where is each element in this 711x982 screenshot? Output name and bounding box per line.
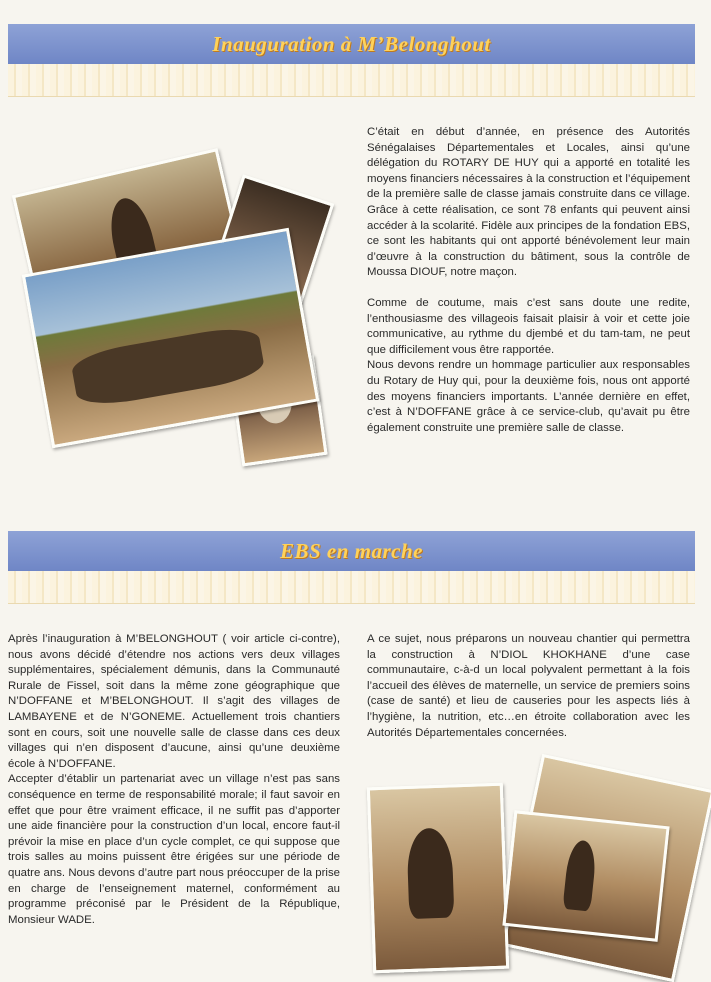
section2-left-text bbox=[8, 632, 340, 928]
collage-photo-construction bbox=[502, 810, 669, 942]
section1-text bbox=[367, 125, 690, 436]
decorative-wave-strip bbox=[8, 64, 695, 97]
section1-title-bar bbox=[8, 24, 695, 64]
section1-banner bbox=[8, 24, 695, 96]
section2-right-text bbox=[367, 632, 690, 741]
worker-figure bbox=[562, 839, 597, 912]
crowd bbox=[70, 323, 267, 410]
worker-figure bbox=[406, 828, 454, 920]
section2-left-paragraph-1: Après l’inauguration à M’BELONGHOUT ( voir article ci-contre), nous avons décidé d’étendre nos actions vers deux villages supplémentaires, spécialement démunis, dans la Communauté Rurale de Fissel, soit dans la même zone géographique que N’DOFFANE et M’BELONGHOUT. Il s’agit des villages de LAMBAYENE et de N’GONEME. Actuellement trois chantiers sont en cours, soit une nouvelle salle de classe dans ces deux villages qui n’en disposent d’aucune, ainsi qu’une deuxième école à N’DOFFANE. bbox=[8, 633, 340, 770]
section2-title: EBS en marche bbox=[279, 538, 424, 563]
section2-title-bar bbox=[8, 531, 695, 571]
section1-paragraph-3: Nous devons rendre un hommage particulier aux responsables du Rotary de Huy qui, pour la deuxième fois, nous ont apporté des moyens financiers importants. L’année dernière en effet, c’est à N’DOFFANE grâce à ce service-club, qu’avait pu être également construite une première salle de classe. bbox=[367, 359, 690, 434]
section1-paragraph-1: C’était en début d’année, en présence des Autorités Sénégalaises Départementales et Locales, ainsi qu’une délégation du ROTARY DE HUY qui a apporté en totalité les moyens financiers nécessaires à la construction et l’équipement de la première salle de classe jamais construite dans ce village. Grâce à cette réalisation, ce sont 78 enfants qui peuvent ainsi accéder à la scolarité. Fidèle aux principes de la fondation EBS, ce sont les habitants qui ont apporté bénévolement leur main d’œuvre à la construction du bâtiment, sous la contrôle de Moussa DIOUF, notre maçon. bbox=[367, 126, 690, 279]
section1-title: Inauguration à M’Belonghout bbox=[212, 31, 491, 56]
section2-banner bbox=[8, 531, 695, 603]
decorative-wave-strip bbox=[8, 571, 695, 604]
section1-paragraph-2: Comme de coutume, mais c’est sans doute une redite, l’enthousiasme des villageois faisait plaisir à voir et cette joie communicative, au rythme du djembé et du tam-tam, ne peut que difficilement vous être rapportée. bbox=[367, 296, 690, 356]
collage-photo-bricklayer bbox=[367, 783, 509, 974]
section2-right-paragraph-1: A ce sujet, nous préparons un nouveau chantier qui permettra la construction à N’DIOL KHOKHANE d’une case communautaire, c-à-d un local polyvalent permettant à la fois l’accueil des élèves de maternelle, un service de premiers soins (case de santé) et lieu de causeries pour les aspects liés à l’hygiène, la nutrition, etc…en étroite collaboration avec les Autorités Départementales concernées. bbox=[367, 633, 690, 739]
section2-left-paragraph-2: Accepter d’établir un partenariat avec un village n’est pas sans conséquence en terme de responsabilité morale; il faut savoir en effet que pour être vraiment efficace, il ne suffit pas d’apporter une aide financière pour la construction d’un local, encore faut-il prévoir la mise en place d’un cycle complet, ce qui suppose que trois salles au moins puissent être érigées sur une période de quatre ans. Nous devons d’autre part nous préoccuper de la prise en charge de l’enseignement maternel, conformément au programme préconisé par le Président de la République, Monsieur WADE. bbox=[8, 773, 340, 926]
